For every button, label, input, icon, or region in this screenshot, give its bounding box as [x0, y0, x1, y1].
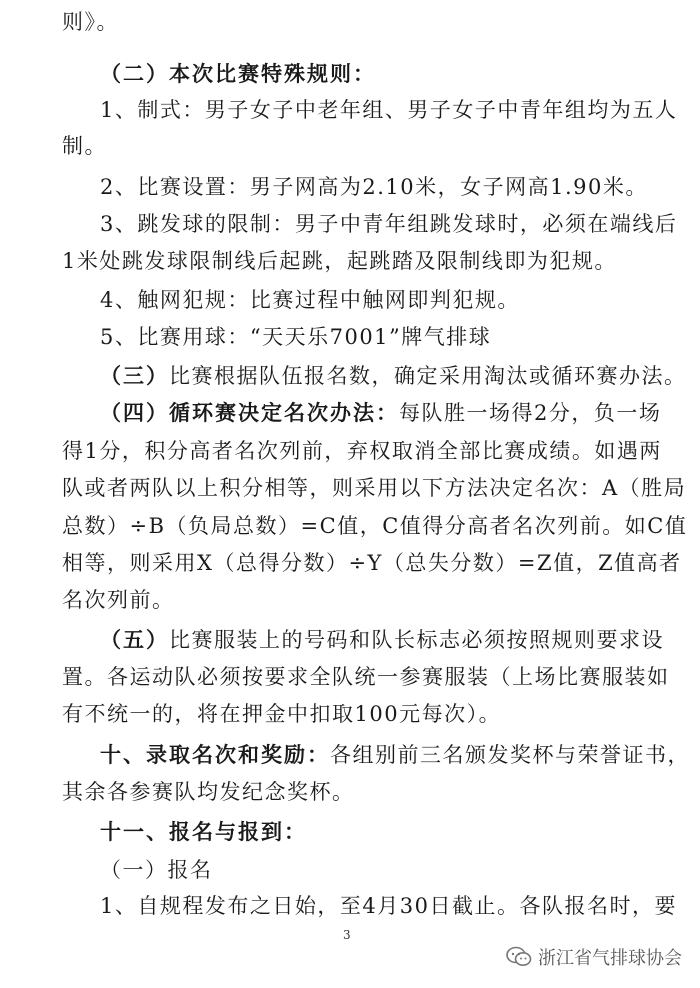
- line-text: 每队胜一场得2分，负一场: [399, 401, 662, 425]
- text-line: [62, 663, 670, 691]
- heading-text: 十一、报名与报到：: [100, 820, 307, 844]
- line-text: 2、比赛设置：男子网高为2.10米，女子网高1.90米。: [100, 175, 648, 199]
- line-text: 名次列前。: [62, 588, 175, 612]
- line-text: 队或者两队以上积分相等，则采用以下方法决定名次：A（胜局: [62, 476, 687, 500]
- watermark: [506, 944, 682, 970]
- line-text: 5、比赛用球：“天天乐7001”牌气排球: [100, 325, 492, 349]
- line-text: 1米处跳发球限制线后起跳，起跳踏及限制线即为犯规。: [62, 249, 617, 273]
- text-line: [100, 362, 687, 390]
- line-text: 比赛根据队伍报名数，确定采用淘汰或循环赛办法。: [169, 364, 687, 388]
- text-line: [62, 778, 355, 806]
- text-line: [62, 437, 662, 465]
- text-line: [100, 399, 661, 427]
- text-line: [62, 132, 107, 160]
- line-text: 置。各运动队必须按要求全队统一参赛服装（上场比赛服装如: [62, 665, 670, 689]
- text-line: [62, 549, 682, 577]
- text-line: [100, 626, 664, 654]
- line-text: 比赛服装上的号码和队长标志必须按照规则要求设: [169, 628, 664, 652]
- text-line: [100, 210, 677, 238]
- wechat-icon: [506, 946, 532, 968]
- section-label: 十、录取名次和奖励：: [100, 743, 330, 767]
- line-text: 4、触网犯规：比赛过程中触网即判犯规。: [100, 288, 520, 312]
- text-line: [62, 247, 617, 275]
- line-text: 3、跳发球的限制：男子中青年组跳发球时，必须在端线后: [100, 212, 678, 236]
- line-text: （一）报名: [100, 858, 213, 882]
- text-line: [100, 856, 213, 884]
- line-text: 1、自规程发布之日始，至4月30日截止。各队报名时，要: [100, 894, 677, 918]
- section-heading: [100, 818, 307, 846]
- line-text: 总数）÷B（负局总数）=C值，C值得分高者名次列前。如C值: [62, 514, 688, 538]
- line-text: 有不统一的，将在押金中扣取100元每次）。: [62, 702, 502, 726]
- section-label: （五）: [100, 628, 169, 652]
- text-line: [62, 474, 686, 502]
- line-text: 制。: [62, 134, 107, 158]
- section-heading: [100, 60, 376, 88]
- line-text: 相等，则采用X（总得分数）÷Y（总失分数）=Z值，Z值高者: [62, 551, 682, 575]
- line-text: 则》。: [62, 10, 119, 34]
- text-line: [62, 512, 687, 540]
- text-line: [100, 323, 491, 351]
- section-label: （三）: [100, 364, 169, 388]
- text-line: [100, 741, 690, 769]
- heading-text: （二）本次比赛特殊规则：: [100, 62, 376, 86]
- text-line: [100, 173, 648, 201]
- line-text: 各组别前三名颁发奖杯与荣誉证书，: [330, 743, 690, 767]
- text-line: [100, 286, 520, 314]
- text-line: [100, 96, 677, 124]
- watermark-text: 浙江省气排球协会: [538, 948, 682, 969]
- line-text: 1、制式：男子女子中老年组、男子女子中青年组均为五人: [100, 98, 678, 122]
- text-line: [62, 700, 501, 728]
- text-line: [62, 8, 119, 36]
- text-line: [62, 586, 175, 614]
- text-line: [100, 892, 677, 920]
- line-text: 其余各参赛队均发纪念奖杯。: [62, 780, 355, 804]
- section-label: （四）循环赛决定名次办法：: [100, 401, 399, 425]
- line-text: 得1分，积分高者名次列前，弃权取消全部比赛成绩。如遇两: [62, 439, 662, 463]
- page-number: 3: [343, 928, 351, 942]
